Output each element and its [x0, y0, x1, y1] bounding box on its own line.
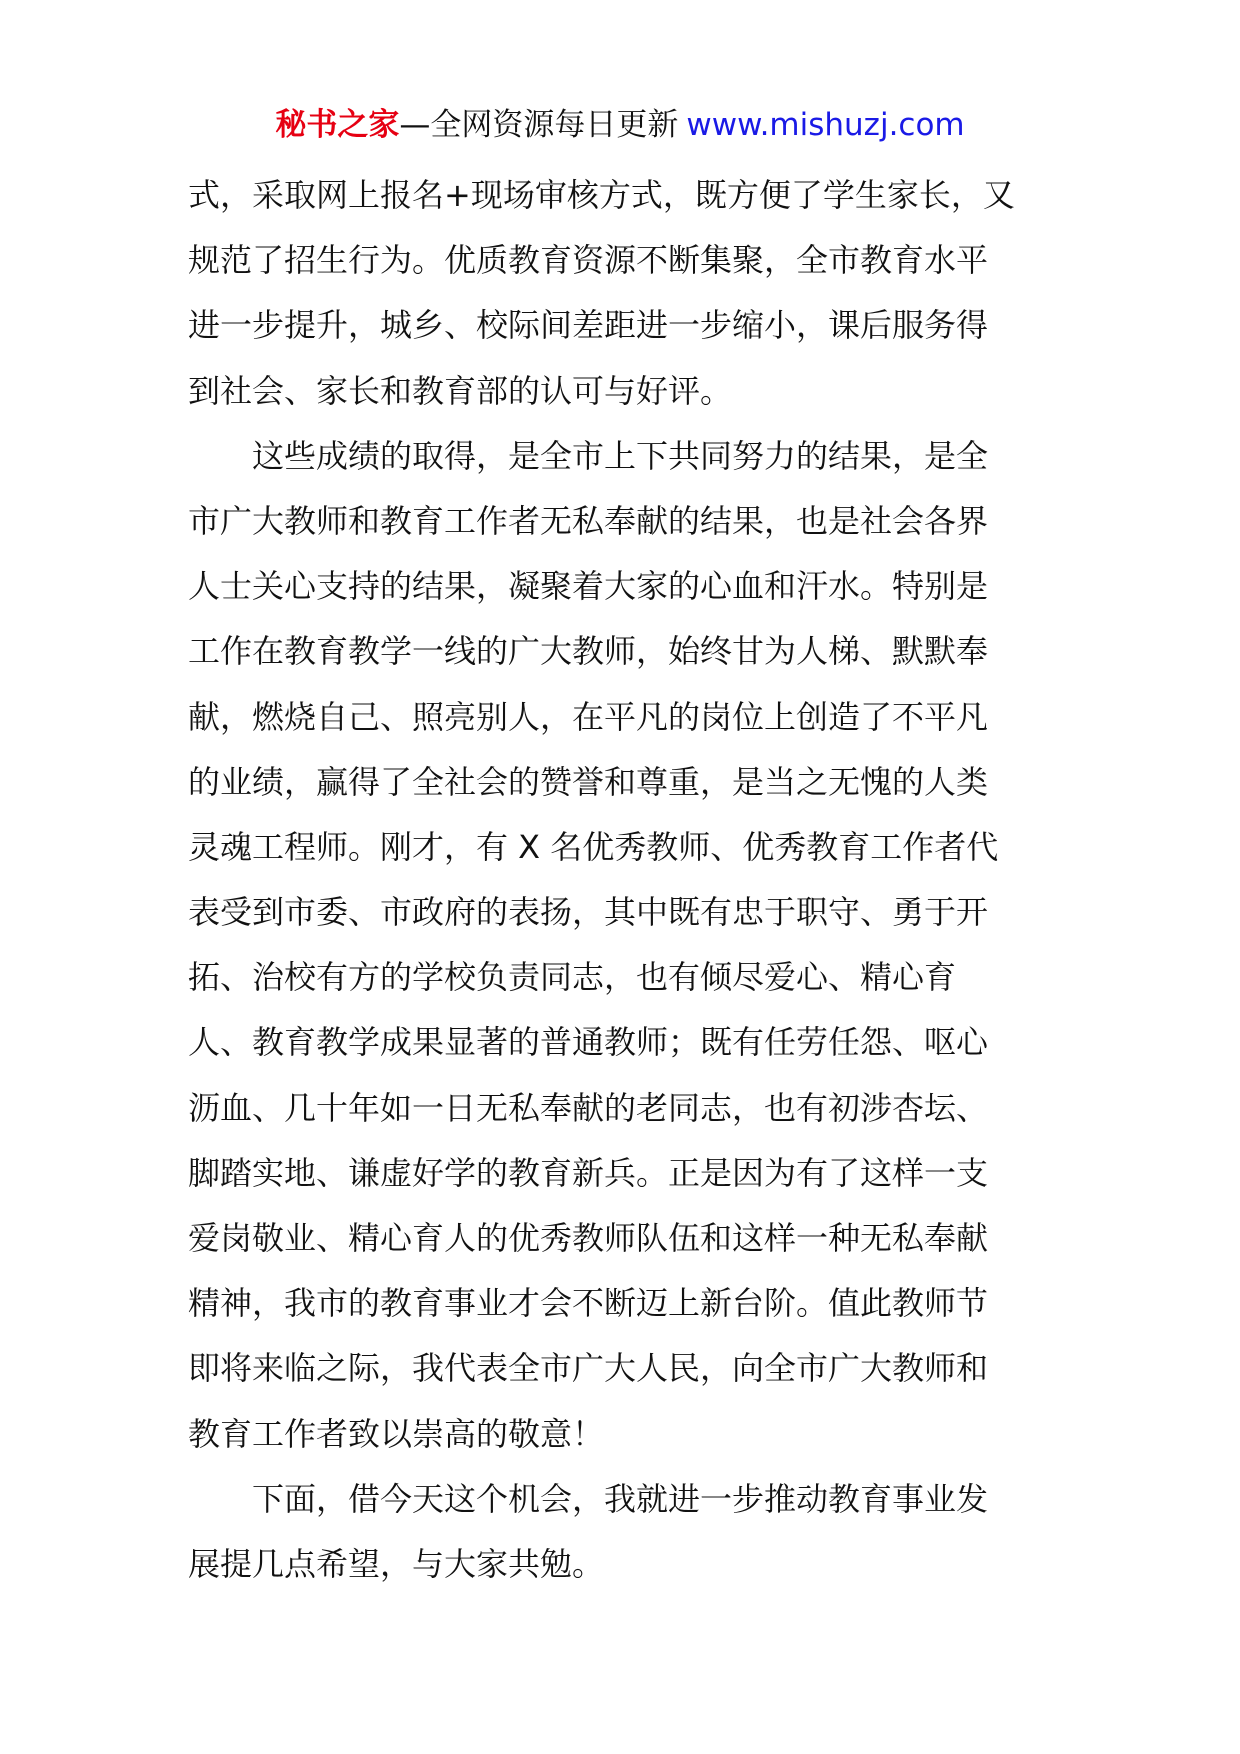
text-line: 沥血、几十年如一日无私奉献的老同志，也有初涉杏坛、 — [188, 1088, 989, 1127]
text-line: 人、教育教学成果显著的普通教师；既有任劳任怨、呕心 — [188, 1023, 989, 1062]
text-line: 精神，我市的教育事业才会不断迈上新台阶。值此教师节 — [188, 1284, 989, 1323]
paragraph-first-line: 下面，借今天这个机会，我就进一步推动教育事业发 — [252, 1479, 989, 1518]
text-line: 的业绩，赢得了全社会的赞誉和尊重，是当之无愧的人类 — [188, 762, 989, 801]
text-line: 爱岗敬业、精心育人的优秀教师队伍和这样一种无私奉献 — [188, 1219, 989, 1257]
header-tagline: —全网资源每日更新 — [399, 107, 679, 143]
paragraph-first-line: 这些成绩的取得，是全市上下共同努力的结果，是全 — [252, 436, 989, 475]
text-line: 脚踏实地、谦虚好学的教育新兵。正是因为有了这样一支 — [188, 1153, 989, 1192]
text-line: 人士关心支持的结果，凝聚着大家的心血和汗水。特别是 — [188, 567, 989, 606]
text-line: 市广大教师和教育工作者无私奉献的结果，也是社会各界 — [188, 501, 989, 540]
text-line: 即将来临之际，我代表全市广大人民，向全市广大教师和 — [188, 1349, 989, 1388]
text-line: 到社会、家长和教育部的认可与好评。 — [188, 371, 733, 410]
text-line: 工作在教育教学一线的广大教师，始终甘为人梯、默默奉 — [188, 632, 989, 671]
text-line: 献，燃烧自己、照亮别人，在平凡的岗位上创造了不平凡 — [188, 697, 989, 736]
page-header — [0, 100, 1240, 150]
text-line: 进一步提升，城乡、校际间差距进一步缩小，课后服务得 — [188, 306, 989, 345]
document-body — [188, 163, 1068, 1597]
text-line: 教育工作者致以崇高的敬意！ — [188, 1414, 605, 1453]
text-line: 表受到市委、市政府的表扬，其中既有忠于职守、勇于开 — [188, 893, 989, 932]
text-line: 灵魂工程师。刚才，有 X 名优秀教师、优秀教育工作者代 — [188, 827, 999, 866]
text-line: 式，采取网上报名+现场审核方式，既方便了学生家长，又 — [188, 176, 1015, 214]
brand-name: 秘书之家 — [275, 107, 400, 143]
text-line: 规范了招生行为。优质教育资源不断集聚，全市教育水平 — [188, 241, 989, 280]
site-url-link[interactable]: www.mishuzj.com — [686, 107, 965, 143]
text-line: 展提几点希望，与大家共勉。 — [188, 1544, 605, 1583]
text-line: 拓、治校有方的学校负责同志，也有倾尽爱心、精心育 — [188, 958, 957, 997]
